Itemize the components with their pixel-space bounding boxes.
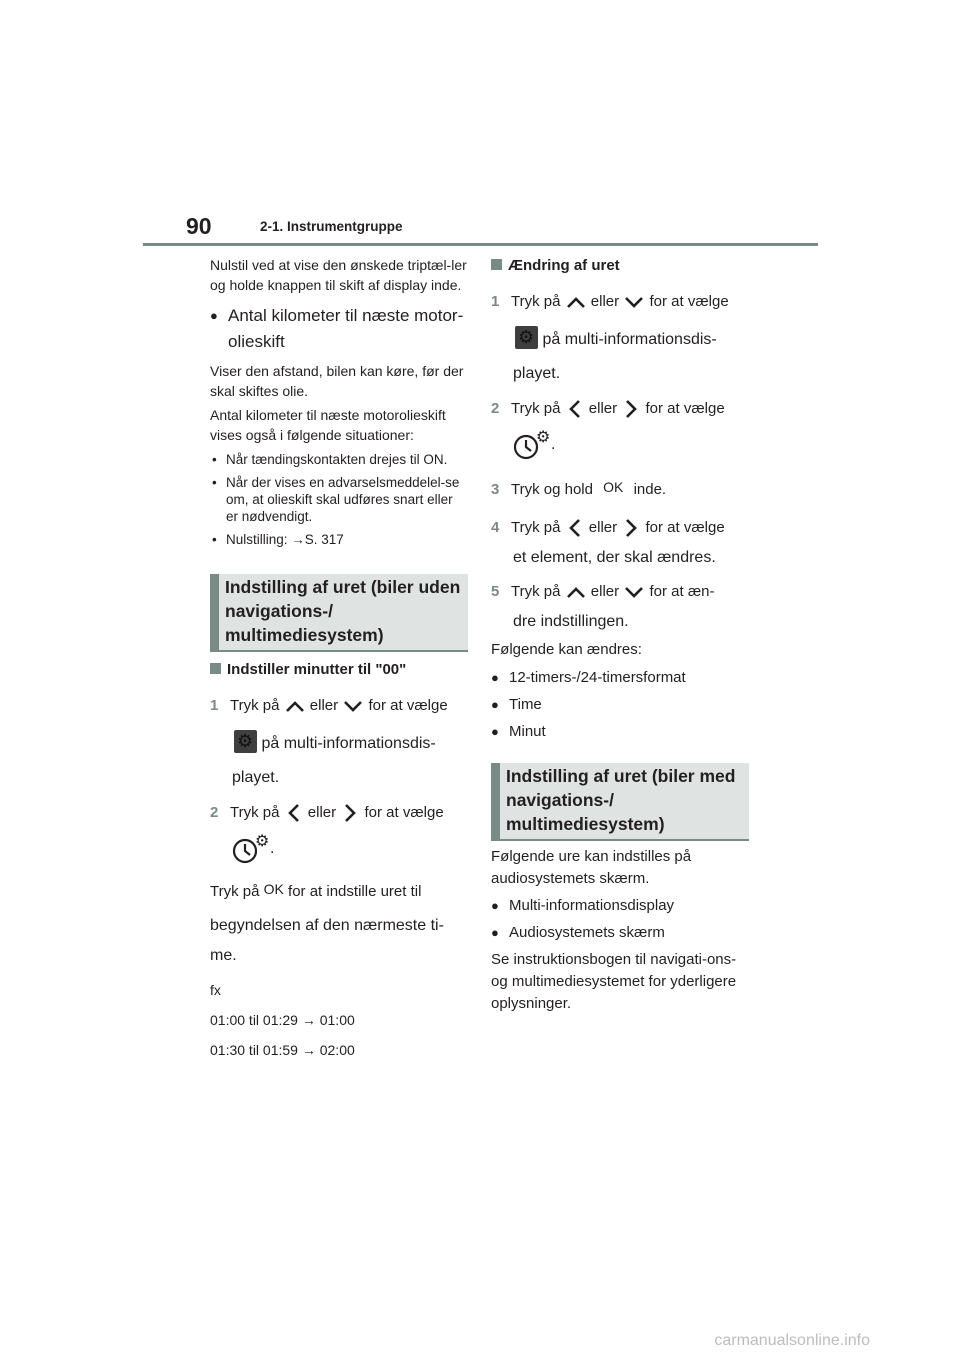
r-step-4-cont: et element, der skal ændres. xyxy=(513,549,716,566)
oil-desc-2: Antal kilometer til næste motorolieskift vises også i følgende situationer: xyxy=(210,407,446,443)
step-1-end: playet. xyxy=(232,769,280,786)
ok-text: Tryk på xyxy=(210,883,260,900)
step-1 xyxy=(210,694,472,718)
right-bottom xyxy=(491,846,753,1015)
step-text: eller xyxy=(590,583,620,600)
step-text: eller xyxy=(590,293,620,310)
step-text: inde. xyxy=(633,481,667,498)
step-text: eller xyxy=(588,400,618,417)
bullet-hour xyxy=(491,693,755,717)
nav-reference: Se instruktionsbogen til navigati-ons- og multimediesystemet for yderligere oplysninger. xyxy=(491,951,737,1012)
step-text: for at vælge xyxy=(645,400,725,417)
clock-settings-icon xyxy=(232,833,270,865)
intro-text: Nulstil ved at vise den ønskede triptæl-ler og holde knappen til skift af display inde. xyxy=(210,257,467,293)
period: . xyxy=(551,436,556,454)
clock-setting-line xyxy=(210,833,472,865)
r-step-5-cont: dre indstillingen. xyxy=(513,613,629,630)
heading-change-text: Ændring af uret xyxy=(508,257,620,274)
chevron-down-icon xyxy=(623,585,645,599)
step-text: eller xyxy=(309,697,339,714)
audio-intro: Følgende ure kan indstilles på audiosystemets skærm. xyxy=(491,848,692,887)
step-text: på multi-informationsdis- xyxy=(542,331,717,348)
chevron-right-icon xyxy=(621,398,641,420)
step-text: for at vælge xyxy=(649,293,729,310)
step-text: Tryk på xyxy=(230,804,280,821)
bullet-text: 12-timers-/24-timersformat xyxy=(509,669,686,686)
ok-line xyxy=(210,877,472,904)
heading-change xyxy=(491,254,755,278)
bullet-text: Audiosystemets skærm xyxy=(509,924,665,941)
svg-text:⚙: ⚙ xyxy=(255,833,270,850)
sub-bullet-1-text: Når tændingskontakten drejes til ON. xyxy=(226,452,448,467)
step-text: Tryk på xyxy=(511,400,561,417)
left-column xyxy=(210,255,468,548)
chevron-up-icon xyxy=(565,585,587,599)
r-step-1 xyxy=(491,290,755,314)
r-step-4 xyxy=(491,516,755,540)
step-number: 2 xyxy=(491,400,500,417)
step-text: for at vælge xyxy=(368,697,448,714)
r-step-1-cont xyxy=(491,326,755,352)
step-text: for at æn- xyxy=(649,583,715,600)
example-label: fx xyxy=(210,982,221,998)
sub-bullet-1 xyxy=(210,451,468,468)
settings-icon xyxy=(234,730,257,753)
oil-desc-1: Viser den afstand, bilen kan køre, før der skal skiftes olie. xyxy=(210,363,464,399)
watermark: carmanualsonline.info xyxy=(714,1332,870,1349)
step-1-cont xyxy=(210,730,472,756)
sub-bullet-3-text: Nulstilling: →S. 317 xyxy=(226,532,344,547)
bullet-oil xyxy=(210,303,468,355)
section-title: 2-1. Instrumentgruppe xyxy=(260,219,403,234)
ok-line-3: me. xyxy=(210,947,237,964)
chevron-up-icon xyxy=(565,295,587,309)
step-text: Tryk på xyxy=(230,697,280,714)
step-number: 3 xyxy=(491,481,500,498)
step-2 xyxy=(210,801,472,825)
example-1: 01:00 til 01:29 → 01:00 xyxy=(210,1012,355,1028)
step-text: for at vælge xyxy=(645,519,725,536)
settings-icon xyxy=(515,326,538,349)
ok-line-2: begyndelsen af den nærmeste ti- xyxy=(210,917,444,934)
page-number: 90 xyxy=(186,213,212,239)
section-box-right: Indstilling af uret (biler med navigations-/ multimediesystem) xyxy=(491,763,749,841)
r-step-1-end: playet. xyxy=(513,365,561,382)
step-text: eller xyxy=(307,804,337,821)
heading-minutes xyxy=(210,658,472,682)
step-text: Tryk på xyxy=(511,519,561,536)
example-2: 01:30 til 01:59 → 02:00 xyxy=(210,1042,355,1058)
bullet-minute xyxy=(491,720,755,744)
bullet-mid xyxy=(491,895,753,917)
chevron-left-icon xyxy=(284,802,304,824)
step-text: på multi-informationsdis- xyxy=(261,735,436,752)
square-marker xyxy=(210,663,221,674)
step-text: Tryk på xyxy=(511,583,561,600)
r-step-2 xyxy=(491,397,755,421)
step-number: 5 xyxy=(491,583,500,600)
bullet-text: Minut xyxy=(509,723,546,740)
chevron-right-icon xyxy=(621,517,641,539)
bullet-audio xyxy=(491,922,753,944)
following-text: Følgende kan ændres: xyxy=(491,641,642,658)
ok-button-icon: OK xyxy=(603,479,624,495)
section-box-left: Indstilling af uret (biler uden navigations-/ multimediesystem) xyxy=(210,574,468,652)
r-step-3 xyxy=(491,475,755,502)
bullet-text: Time xyxy=(509,696,542,713)
chevron-left-icon xyxy=(565,517,585,539)
chevron-down-icon xyxy=(342,699,364,713)
r-clock-line xyxy=(491,429,755,461)
step-number: 1 xyxy=(210,697,219,714)
bullet-oil-text: Antal kilometer til næste motor-olieskift xyxy=(228,306,464,351)
header-rule xyxy=(143,243,818,246)
bullet-format xyxy=(491,666,755,690)
period: . xyxy=(270,840,275,858)
right-column xyxy=(491,254,755,744)
sub-bullet-2-text: Når der vises en advarselsmeddelel-se om, at olieskift skal udføres snart eller er nødvendigt. xyxy=(226,475,460,524)
chevron-left-icon xyxy=(565,398,585,420)
step-text: Tryk på xyxy=(511,293,561,310)
left-steps xyxy=(210,658,472,1062)
step-number: 4 xyxy=(491,519,500,536)
chevron-up-icon xyxy=(284,699,306,713)
sub-bullet-2 xyxy=(210,474,468,525)
heading-minutes-text: Indstiller minutter til "00" xyxy=(227,661,407,678)
step-text: eller xyxy=(588,519,618,536)
sub-bullet-3 xyxy=(210,531,468,548)
clock-settings-icon xyxy=(513,429,551,461)
bullet-text: Multi-informationsdisplay xyxy=(509,897,675,914)
ok-button-icon: OK xyxy=(263,881,284,897)
r-step-5 xyxy=(491,580,755,604)
svg-text:⚙: ⚙ xyxy=(536,429,551,446)
step-number: 1 xyxy=(491,293,500,310)
square-marker xyxy=(491,259,502,270)
step-number: 2 xyxy=(210,804,219,821)
chevron-right-icon xyxy=(340,802,360,824)
step-text: Tryk og hold xyxy=(511,481,593,498)
step-text: for at vælge xyxy=(364,804,444,821)
ok-text: for at indstille uret til xyxy=(288,883,422,900)
chevron-down-icon xyxy=(623,295,645,309)
